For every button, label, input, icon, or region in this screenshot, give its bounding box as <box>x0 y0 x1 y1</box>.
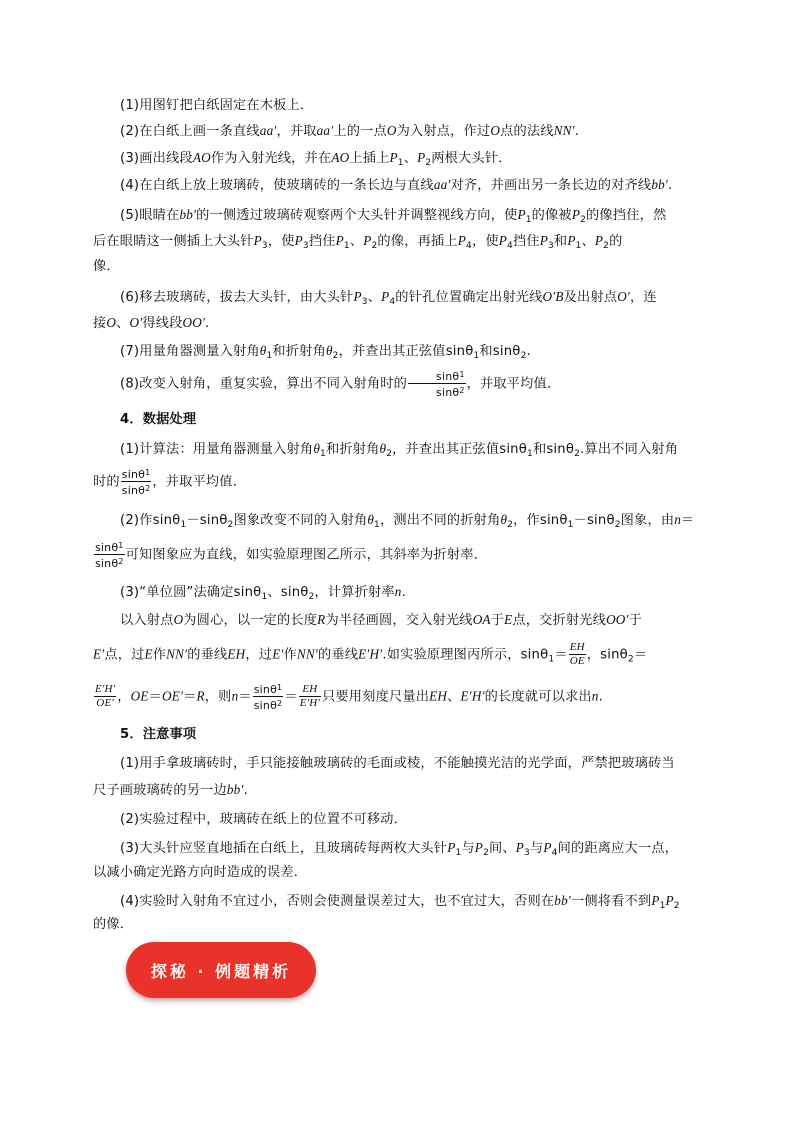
superscript: 1 <box>459 370 465 379</box>
text: 、 <box>447 689 461 705</box>
var: OO′ <box>606 612 629 627</box>
subscript: 3 <box>302 241 309 251</box>
superscript: 2 <box>118 557 124 566</box>
text: 、 <box>403 151 418 166</box>
subscript: 3 <box>361 297 368 307</box>
text: sinθ <box>280 585 309 600</box>
text: 的垂线 <box>187 647 228 663</box>
step-7 <box>93 339 705 363</box>
text: 和折射角 <box>272 344 326 359</box>
text: ，使 <box>267 234 295 249</box>
var: θ <box>325 343 333 358</box>
text: 两根大头针． <box>431 151 512 166</box>
text: 于 <box>628 613 642 628</box>
sec4-item-3-line-3 <box>93 641 705 668</box>
text: sinθ <box>546 442 575 457</box>
var: P <box>539 233 548 248</box>
text: 及出射点 <box>563 290 618 305</box>
subscript: 1 <box>567 520 574 530</box>
var: O′ <box>617 289 630 304</box>
sec5-item-4-line-2 <box>93 913 705 936</box>
subscript: 3 <box>547 241 554 251</box>
var: OA <box>472 612 491 627</box>
text: (5)眼睛在 <box>120 208 180 223</box>
text: ，连 <box>630 290 657 305</box>
text: 与 <box>461 841 475 856</box>
numerator <box>94 539 125 555</box>
text: (7)用量角器测量入射角 <box>120 344 260 359</box>
var: AO <box>192 150 211 165</box>
var: E′H′ <box>460 688 485 704</box>
subscript: 2 <box>603 241 610 251</box>
text: . <box>598 689 603 705</box>
var: θ <box>500 512 508 527</box>
numerator: EH <box>299 683 321 697</box>
text: 的长度就可以求出 <box>484 689 592 705</box>
fraction-eh-oe <box>569 641 586 668</box>
var: NN′ <box>166 646 188 662</box>
sec4-item-3-line-1 <box>93 580 705 604</box>
var: bb′ <box>554 893 571 908</box>
var: P <box>417 150 426 165</box>
var: E′H′ <box>358 646 383 662</box>
var: OO′ <box>182 315 206 330</box>
text: ，并查出其正弦值 <box>338 344 446 359</box>
sec5-item-1-line-1 <box>93 752 705 775</box>
text: ，作 <box>513 513 540 528</box>
subscript: 2 <box>627 654 634 665</box>
sec5-item-2 <box>93 808 705 831</box>
text: 得线段 <box>142 316 183 331</box>
text: sinθ <box>95 557 119 570</box>
subscript: 2 <box>580 215 587 225</box>
step-6-line-1 <box>93 285 705 309</box>
text: (3)大头针应竖直地插在白纸上，且玻璃砖每两枚大头针 <box>120 841 448 856</box>
subscript: 2 <box>507 520 514 530</box>
text: 对齐，并画出另一条长边的对齐线 <box>450 178 652 193</box>
subscript: 2 <box>483 848 489 858</box>
var: n <box>394 584 402 599</box>
text: sinθ <box>445 344 474 359</box>
var: P <box>567 233 576 248</box>
text: (1)用手拿玻璃砖时，手只能接触玻璃砖的毛面或棱，不能触摸光洁的光学面，严禁把玻璃砖当 <box>120 756 675 771</box>
sec4-item-1-line-2 <box>93 466 705 497</box>
subscript: 4 <box>389 297 396 307</box>
var: bb′ <box>226 782 244 797</box>
text: 间、 <box>489 841 516 856</box>
text: ，并取平均值． <box>466 376 561 392</box>
text: 以减小确定光路方向时造成的误差． <box>93 865 308 880</box>
text: 为圆心，以一定的长度 <box>183 613 318 628</box>
text: sinθ <box>121 484 146 497</box>
text: 和折射角 <box>325 442 380 457</box>
text: 作为入射光线，并在 <box>210 151 332 166</box>
superscript: 1 <box>277 683 283 692</box>
text: 后在眼睛这一侧插上大头针 <box>93 234 254 249</box>
numerator <box>253 681 284 697</box>
subscript: 1 <box>575 241 582 251</box>
text: ＝ <box>554 647 568 663</box>
var: n <box>231 688 239 704</box>
text: 以入射点 <box>120 613 174 628</box>
superscript: 2 <box>145 484 151 493</box>
text: 和 <box>553 234 568 249</box>
text: 的一侧透过玻璃砖观察两个大头针并调整视线方向，使 <box>196 208 518 223</box>
var: P <box>543 840 552 855</box>
text: .算出不同入射角 <box>580 442 679 457</box>
superscript: 1 <box>145 468 151 477</box>
banner-label: 探秘 · 例题精析 <box>150 961 292 981</box>
var: aa′ <box>316 123 334 138</box>
var: E <box>504 612 513 627</box>
text: 图象改变不同的入射角 <box>233 513 368 528</box>
text: (4)实验时入射角不宜过小，否则会使测量误差过大，也不宜过大，否则在 <box>120 894 555 909</box>
text: ，并取平均值． <box>152 474 247 490</box>
text: 上的一点 <box>333 124 387 139</box>
subscript: 3 <box>261 241 268 251</box>
var: θ <box>379 441 387 456</box>
denominator <box>121 482 152 497</box>
var: O <box>106 315 117 330</box>
subscript: 1 <box>397 158 404 168</box>
text: . <box>574 124 580 139</box>
text: 一侧将看不到 <box>570 894 652 909</box>
var: P <box>363 233 372 248</box>
subscript: 1 <box>659 901 666 911</box>
text: 、 <box>581 234 595 249</box>
text: 的垂线 <box>318 647 359 663</box>
var: θ <box>259 343 267 358</box>
example-analysis-banner <box>126 942 316 998</box>
text: ＝ <box>238 689 252 705</box>
text: sinθ <box>152 513 181 528</box>
text: 点的法线 <box>500 124 554 139</box>
var: P <box>571 207 581 222</box>
text: － <box>573 513 587 528</box>
subscript: 1 <box>343 241 350 251</box>
text: (2)作 <box>120 513 153 528</box>
var: P <box>594 233 604 248</box>
text: 的像被 <box>531 208 572 223</box>
var: aa′ <box>259 123 277 138</box>
var: OE′ <box>162 688 184 704</box>
text: ，测出不同的折射角 <box>379 513 501 528</box>
sec4-item-2-line-1 <box>93 508 705 532</box>
var: n <box>591 688 599 704</box>
text: sinθ <box>520 647 549 663</box>
subscript: 1 <box>473 351 480 361</box>
text: 的针孔位置确定出射光线 <box>395 290 543 305</box>
denominator: OE′ <box>96 697 114 709</box>
var: P <box>389 150 398 165</box>
var: bb′ <box>179 207 197 222</box>
text: ，计算折射率 <box>314 585 395 600</box>
text: (2)在白纸上画一条直线 <box>120 124 260 139</box>
text: 于 <box>490 613 505 628</box>
section-5-title <box>93 723 705 746</box>
subscript: 4 <box>466 241 472 251</box>
superscript: 2 <box>459 386 465 395</box>
text: 为入射点，作过 <box>396 124 491 139</box>
text: 、 <box>367 290 382 305</box>
step-5-line-2 <box>93 229 705 253</box>
subscript: 1 <box>180 520 187 530</box>
text: (6)移去玻璃砖，拔去大头针，由大头针 <box>120 290 354 305</box>
numerator <box>408 368 466 384</box>
text: 可知图象应为直线，如实验原理图乙所示，其斜率为折射率． <box>125 547 488 563</box>
text: 的 <box>609 234 623 249</box>
text: 上插上 <box>349 151 390 166</box>
text: (3)画出线段 <box>120 151 193 166</box>
text: . <box>205 316 210 331</box>
subscript: 4 <box>507 241 513 251</box>
fraction-sin-ratio <box>94 539 125 570</box>
subscript: 3 <box>524 848 530 858</box>
subscript: 1 <box>266 351 273 361</box>
fraction-sin-ratio <box>408 368 466 399</box>
subscript: 2 <box>574 449 581 459</box>
text: ， <box>586 647 601 663</box>
section-title: 4．数据处理 <box>120 412 197 427</box>
var: R <box>317 612 326 627</box>
text: 挡住 <box>308 234 336 249</box>
var: E <box>144 646 153 662</box>
text: 与 <box>529 841 544 856</box>
subscript: 2 <box>227 520 234 530</box>
text: 的像挡住，然 <box>586 208 667 223</box>
var: E′ <box>93 646 105 662</box>
var: OE <box>130 688 149 704</box>
var: EH <box>227 646 246 662</box>
var: P <box>447 840 456 855</box>
text: sinθ <box>199 513 228 528</box>
text: 只要用刻度尺量出 <box>322 689 430 705</box>
text: 、 <box>349 234 364 249</box>
text: (2)实验过程中，玻璃砖在纸上的位置不可移动． <box>120 812 408 827</box>
text: 接 <box>93 316 107 331</box>
subscript: 2 <box>614 520 621 530</box>
subscript: 1 <box>525 215 532 225</box>
text: ， <box>117 689 131 705</box>
var: AO <box>331 150 350 165</box>
text: sinθ <box>436 386 460 399</box>
text: ，使 <box>471 234 499 249</box>
sec5-item-3-line-2 <box>93 861 705 884</box>
text: sinθ <box>499 442 528 457</box>
sec4-item-2-line-2 <box>93 539 705 570</box>
subscript: 2 <box>371 241 378 251</box>
fraction-eh-ehprime <box>299 683 321 710</box>
text: 像． <box>93 259 120 274</box>
text: ＝ <box>284 689 298 705</box>
denominator <box>94 555 125 570</box>
text: ，过 <box>245 647 273 663</box>
var: P <box>651 893 660 908</box>
var: P <box>457 233 467 248</box>
text: 和 <box>479 344 493 359</box>
subscript: 1 <box>320 449 326 459</box>
text: sinθ <box>586 513 615 528</box>
text: ＝ <box>633 647 648 663</box>
numerator: E′H′ <box>95 683 116 695</box>
var: aa′ <box>433 177 451 192</box>
sec5-item-1-line-2 <box>93 778 705 802</box>
numerator: EH <box>569 641 585 653</box>
var: NN′ <box>553 123 575 138</box>
step-2 <box>93 119 705 143</box>
fraction-ehprime-oeprime <box>94 683 116 710</box>
step-4 <box>93 173 705 197</box>
sec4-item-3-line-2 <box>93 608 705 632</box>
text: 为半径画圆，交入射光线 <box>325 613 473 628</box>
denominator: E′H′ <box>299 697 321 709</box>
text: sinθ <box>121 468 146 481</box>
denominator <box>253 697 284 712</box>
text: 图象，由 <box>620 513 675 528</box>
var: O <box>490 123 501 138</box>
text: 的像，再插上 <box>377 234 458 249</box>
text: . <box>526 344 531 359</box>
subscript: 1 <box>455 848 462 858</box>
step-5-line-3 <box>93 255 705 278</box>
var: P <box>517 207 526 222</box>
var: NN′ <box>296 646 318 662</box>
text: 、 <box>267 585 281 600</box>
subscript: 4 <box>551 848 558 858</box>
text: 间的距离应大一点， <box>557 841 679 856</box>
text: 、 <box>116 316 130 331</box>
text: 点，交折射光线 <box>512 613 607 628</box>
text: 作 <box>283 647 297 663</box>
text: (3)“单位圆”法确定 <box>120 585 234 600</box>
text: 和 <box>532 442 547 457</box>
subscript: 1 <box>261 592 268 602</box>
subscript: 1 <box>527 449 533 459</box>
step-3 <box>93 146 705 170</box>
text: sinθ <box>600 647 628 663</box>
var: O′ <box>129 315 143 330</box>
superscript: 1 <box>118 541 124 550</box>
text: 的像． <box>93 917 134 932</box>
var: O <box>173 612 184 627</box>
var: E′ <box>272 646 284 662</box>
var: P <box>294 233 303 248</box>
sec5-item-4-line-1 <box>93 889 705 913</box>
text: sinθ <box>233 585 262 600</box>
text: sinθ <box>539 513 568 528</box>
text: ，则 <box>204 689 232 705</box>
fraction-sin-ratio <box>121 466 152 497</box>
text: ＝ <box>681 513 695 528</box>
section-title: 5．注意事项 <box>120 727 197 742</box>
text: .如实验原理图丙所示， <box>382 647 521 663</box>
subscript: 1 <box>548 654 555 665</box>
var: P <box>253 233 262 248</box>
var: R <box>196 688 205 704</box>
subscript: 1 <box>374 520 380 530</box>
denominator <box>408 384 466 399</box>
subscript: 2 <box>673 901 680 911</box>
text: ，并取 <box>276 124 317 139</box>
text: sinθ <box>95 541 119 554</box>
text: 点，过 <box>104 647 145 663</box>
var: P <box>353 289 362 304</box>
step-1-text: (1)用图钉把白纸固定在木板上． <box>120 98 314 113</box>
var: P <box>515 840 525 855</box>
text: ＝ <box>183 689 197 705</box>
subscript: 2 <box>386 449 393 459</box>
sec4-item-1-line-1 <box>93 437 705 461</box>
var: O′B <box>542 289 564 304</box>
var: P <box>665 893 674 908</box>
text: . <box>401 585 406 600</box>
var: θ <box>313 441 321 456</box>
superscript: 2 <box>277 699 283 708</box>
text: 作 <box>152 647 167 663</box>
text: . <box>243 783 248 798</box>
var: P <box>381 289 390 304</box>
var: P <box>474 840 484 855</box>
numerator <box>121 466 152 482</box>
var: bb′ <box>651 177 668 192</box>
var: EH <box>429 688 448 704</box>
var: θ <box>367 512 375 527</box>
text: 尺子画玻璃砖的另一边 <box>93 783 227 798</box>
text: (1)计算法：用量角器测量入射角 <box>120 442 314 457</box>
fraction-sin-ratio <box>253 681 284 712</box>
step-8 <box>93 368 705 399</box>
var: n <box>674 512 682 527</box>
text: . <box>668 178 673 193</box>
text: sinθ <box>492 344 521 359</box>
subscript: 2 <box>425 158 432 168</box>
step-1 <box>93 94 705 117</box>
text: sinθ <box>253 683 278 696</box>
text: － <box>186 513 200 528</box>
subscript: 2 <box>308 592 315 602</box>
sec4-item-3-line-4 <box>93 681 705 712</box>
step-6-line-2 <box>93 311 705 335</box>
var: O <box>386 123 397 138</box>
text: (4)在白纸上放上玻璃砖，使玻璃砖的一条长边与直线 <box>120 178 434 193</box>
text: (8)改变入射角，重复实验，算出不同入射角时的 <box>120 376 408 392</box>
text: 时的 <box>93 474 120 490</box>
text: 挡住 <box>512 234 540 249</box>
var: P <box>335 233 344 248</box>
var: P <box>498 233 507 248</box>
sec5-item-3-line-1 <box>93 836 705 860</box>
subscript: 2 <box>520 351 527 361</box>
text: sinθ <box>436 370 460 383</box>
text: ＝ <box>148 689 163 705</box>
denominator: OE <box>569 655 585 667</box>
section-4-title <box>93 408 705 431</box>
text: sinθ <box>253 699 278 712</box>
step-5-line-1 <box>93 203 705 227</box>
subscript: 2 <box>332 351 339 361</box>
text: ，并查出其正弦值 <box>392 442 500 457</box>
